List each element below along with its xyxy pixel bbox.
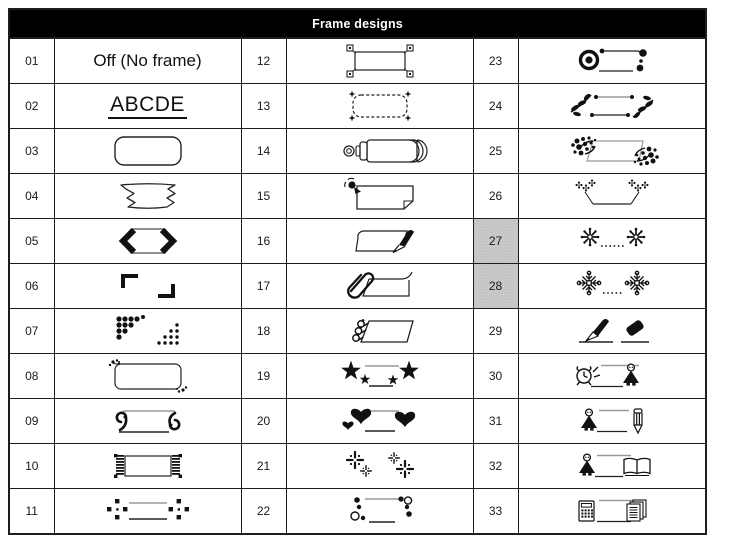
table-row — [9, 309, 706, 354]
frame-design-cell — [518, 309, 706, 354]
frame-number-cell: 03 — [9, 129, 54, 174]
frame-design-cell — [518, 489, 706, 535]
frame-design-cell — [518, 444, 706, 489]
table-row — [9, 84, 706, 129]
ornate-corner-dashed-icon — [287, 86, 473, 126]
frame-number-cell: 02 — [9, 84, 54, 129]
frame-design-cell — [54, 309, 241, 354]
figure-book-icon — [519, 446, 706, 486]
frame-number-cell: 23 — [473, 38, 518, 84]
frame-number-cell: 20 — [241, 399, 286, 444]
scroll-roll-icon — [287, 131, 473, 171]
table-row — [9, 444, 706, 489]
frame-design-cell — [286, 84, 473, 129]
frame-number-cell: 28 — [473, 264, 518, 309]
frame-design-cell — [286, 309, 473, 354]
corner-bracket-squares-icon — [287, 41, 473, 81]
table-row — [9, 129, 706, 174]
frame-design-cell — [286, 219, 473, 264]
frame-design-cell — [286, 444, 473, 489]
frame-design-cell — [54, 129, 241, 174]
hearts-icon — [287, 401, 473, 441]
table-row — [9, 264, 706, 309]
frame-design-cell — [54, 399, 241, 444]
frame-design-cell — [54, 84, 241, 129]
frame-number-cell: 08 — [9, 354, 54, 399]
spiral-notebook-icon — [287, 311, 473, 351]
frame-number-cell: 33 — [473, 489, 518, 535]
frame-number-cell: 05 — [9, 219, 54, 264]
sparkles-icon — [287, 446, 473, 486]
figure-pencil-icon — [519, 401, 706, 441]
checker-diamonds-icon — [55, 491, 241, 531]
underline-text-sample: ABCDE — [108, 94, 187, 119]
frame-design-cell — [286, 129, 473, 174]
pushpin-note-icon — [287, 176, 473, 216]
frame-design-cell — [518, 174, 706, 219]
frame-design-cell — [286, 354, 473, 399]
calculator-documents-icon — [519, 491, 706, 531]
frame-number-cell: 13 — [241, 84, 286, 129]
paperclip-paper-icon — [287, 266, 473, 306]
frame-number-cell: 15 — [241, 174, 286, 219]
frame-number-cell: 06 — [9, 264, 54, 309]
frame-number-cell: 18 — [241, 309, 286, 354]
torn-ribbon-icon — [55, 176, 241, 216]
dot-corners-icon — [55, 311, 241, 351]
frame-number-cell: 17 — [241, 264, 286, 309]
frame-number-cell: 11 — [9, 489, 54, 535]
frame-design-cell — [518, 399, 706, 444]
frame-number-cell: 24 — [473, 84, 518, 129]
frame-designs-table — [8, 8, 707, 535]
frame-number-cell: 14 — [241, 129, 286, 174]
off-no-frame-label: Off (No frame) — [93, 51, 202, 70]
snowflakes-small-icon — [519, 221, 706, 261]
frame-design-cell — [518, 129, 706, 174]
swirl-ornaments-icon — [55, 401, 241, 441]
lace-flowers-icon — [519, 176, 706, 216]
table-row — [9, 38, 706, 84]
frame-design-cell — [54, 444, 241, 489]
stripe-blocks-icon — [55, 446, 241, 486]
corner-marks-icon — [55, 266, 241, 306]
frame-number-cell: 10 — [9, 444, 54, 489]
table-row — [9, 219, 706, 264]
frame-number-cell: 01 — [9, 38, 54, 84]
frame-design-cell — [286, 38, 473, 84]
frame-number-cell: 32 — [473, 444, 518, 489]
frame-number-cell: 27 — [473, 219, 518, 264]
frame-number-cell: 07 — [9, 309, 54, 354]
frame-number-cell: 31 — [473, 399, 518, 444]
floral-corner-round-icon — [55, 356, 241, 396]
frame-number-cell: 12 — [241, 38, 286, 84]
frame-design-cell — [54, 219, 241, 264]
snowflakes-ornate-icon — [519, 266, 706, 306]
bullseye-dots-icon — [519, 41, 706, 81]
frame-design-cell — [286, 264, 473, 309]
frame-number-cell: 09 — [9, 399, 54, 444]
alarm-clock-figure-icon — [519, 356, 706, 396]
frame-number-cell: 25 — [473, 129, 518, 174]
frame-number-cell: 19 — [241, 354, 286, 399]
frame-design-cell — [518, 84, 706, 129]
frame-design-cell — [54, 38, 241, 84]
rounded-rectangle-icon — [55, 131, 241, 171]
vine-leaves-icon — [519, 86, 706, 126]
frame-design-cell — [54, 354, 241, 399]
frame-design-cell — [518, 38, 706, 84]
frame-design-cell — [518, 219, 706, 264]
pencil-eraser-icon — [519, 311, 706, 351]
frame-number-cell: 21 — [241, 444, 286, 489]
frame-design-cell — [286, 489, 473, 535]
frame-design-cell — [54, 264, 241, 309]
table-row — [9, 399, 706, 444]
frame-design-cell — [286, 174, 473, 219]
stars-icon — [287, 356, 473, 396]
frame-design-cell — [54, 174, 241, 219]
frame-number-cell: 04 — [9, 174, 54, 219]
frame-design-cell — [286, 399, 473, 444]
dots-circles-icon — [287, 491, 473, 531]
frame-design-cell — [518, 354, 706, 399]
table-row — [9, 174, 706, 219]
frame-design-cell — [518, 264, 706, 309]
frame-number-cell: 26 — [473, 174, 518, 219]
frame-number-cell: 30 — [473, 354, 518, 399]
frame-design-cell — [54, 489, 241, 535]
table-title: Frame designs — [9, 9, 706, 38]
table-row — [9, 354, 706, 399]
frame-number-cell: 16 — [241, 219, 286, 264]
table-row — [9, 489, 706, 535]
bold-chevrons-icon — [55, 221, 241, 261]
frame-number-cell: 22 — [241, 489, 286, 535]
dense-floral-icon — [519, 131, 706, 171]
pencil-paper-icon — [287, 221, 473, 261]
frame-number-cell: 29 — [473, 309, 518, 354]
